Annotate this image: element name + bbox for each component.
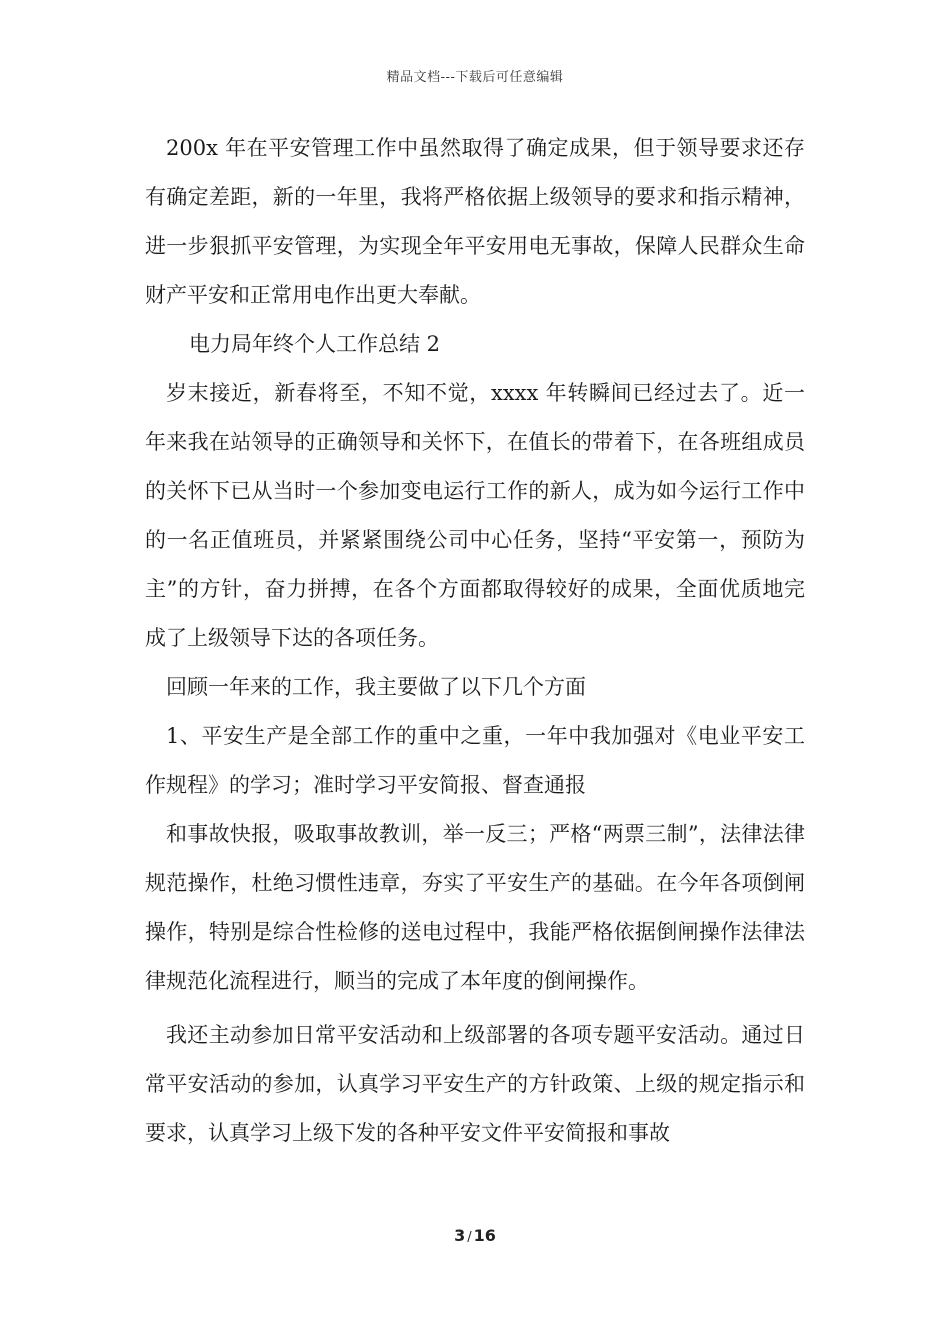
paragraph-summary: 200x 年在平安管理工作中虽然取得了确定成果，但于领导要求还存有确定差距，新的一年里，我将严格依据上级领导的要求和指示精神，进一步狠抓平安管理，为实现全年平安用电无事故，保障人民群众生命财产平安和正常用电作出更大奉献。	[145, 136, 805, 307]
paragraph-activities: 我还主动参加日常平安活动和上级部署的各项专题平安活动。通过日常平安活动的参加，认真学习平安生产的方针政策、上级的规定指示和要求，认真学习上级下发的各种平安文件平安简报和事故	[145, 1023, 805, 1145]
paragraph-safety-1: 1、平安生产是全部工作的重中之重，一年中我加强对《电业平安工作规程》的学习；准时学习平安简报、督查通报	[145, 724, 805, 797]
page-separator: /	[467, 1230, 472, 1245]
page-number	[0, 1226, 950, 1245]
section-title: 电力局年终个人工作总结 2	[189, 332, 441, 356]
total-pages: 16	[473, 1226, 496, 1245]
current-page: 3	[454, 1226, 466, 1245]
paragraph-review: 回顾一年来的工作，我主要做了以下几个方面	[166, 675, 586, 699]
paragraph-safety-2: 和事故快报，吸取事故教训，举一反三；严格“两票三制”，法律法律规范操作，杜绝习惯性违章，夯实了平安生产的基础。在今年各项倒闸操作，特别是综合性检修的送电过程中，我能严格依据倒闸操作法律法律规范化流程进行，顺当的完成了本年度的倒闸操作。	[145, 822, 805, 993]
paragraph-intro: 岁末接近，新春将至，不知不觉，xxxx 年转瞬间已经过去了。近一年来我在站领导的正确领导和关怀下，在值长的带着下，在各班组成员的关怀下已从当时一个参加变电运行工作的新人，成为如今运行工作中的一名正值班员，并紧紧围绕公司中心任务，坚持“平安第一，预防为主”的方针，奋力拼搏，在各个方面都取得较好的成果，全面优质地完成了上级领导下达的各项任务。	[145, 381, 805, 650]
document-body	[145, 124, 805, 1158]
page-header: 精品文档---下载后可任意编辑	[386, 70, 564, 85]
